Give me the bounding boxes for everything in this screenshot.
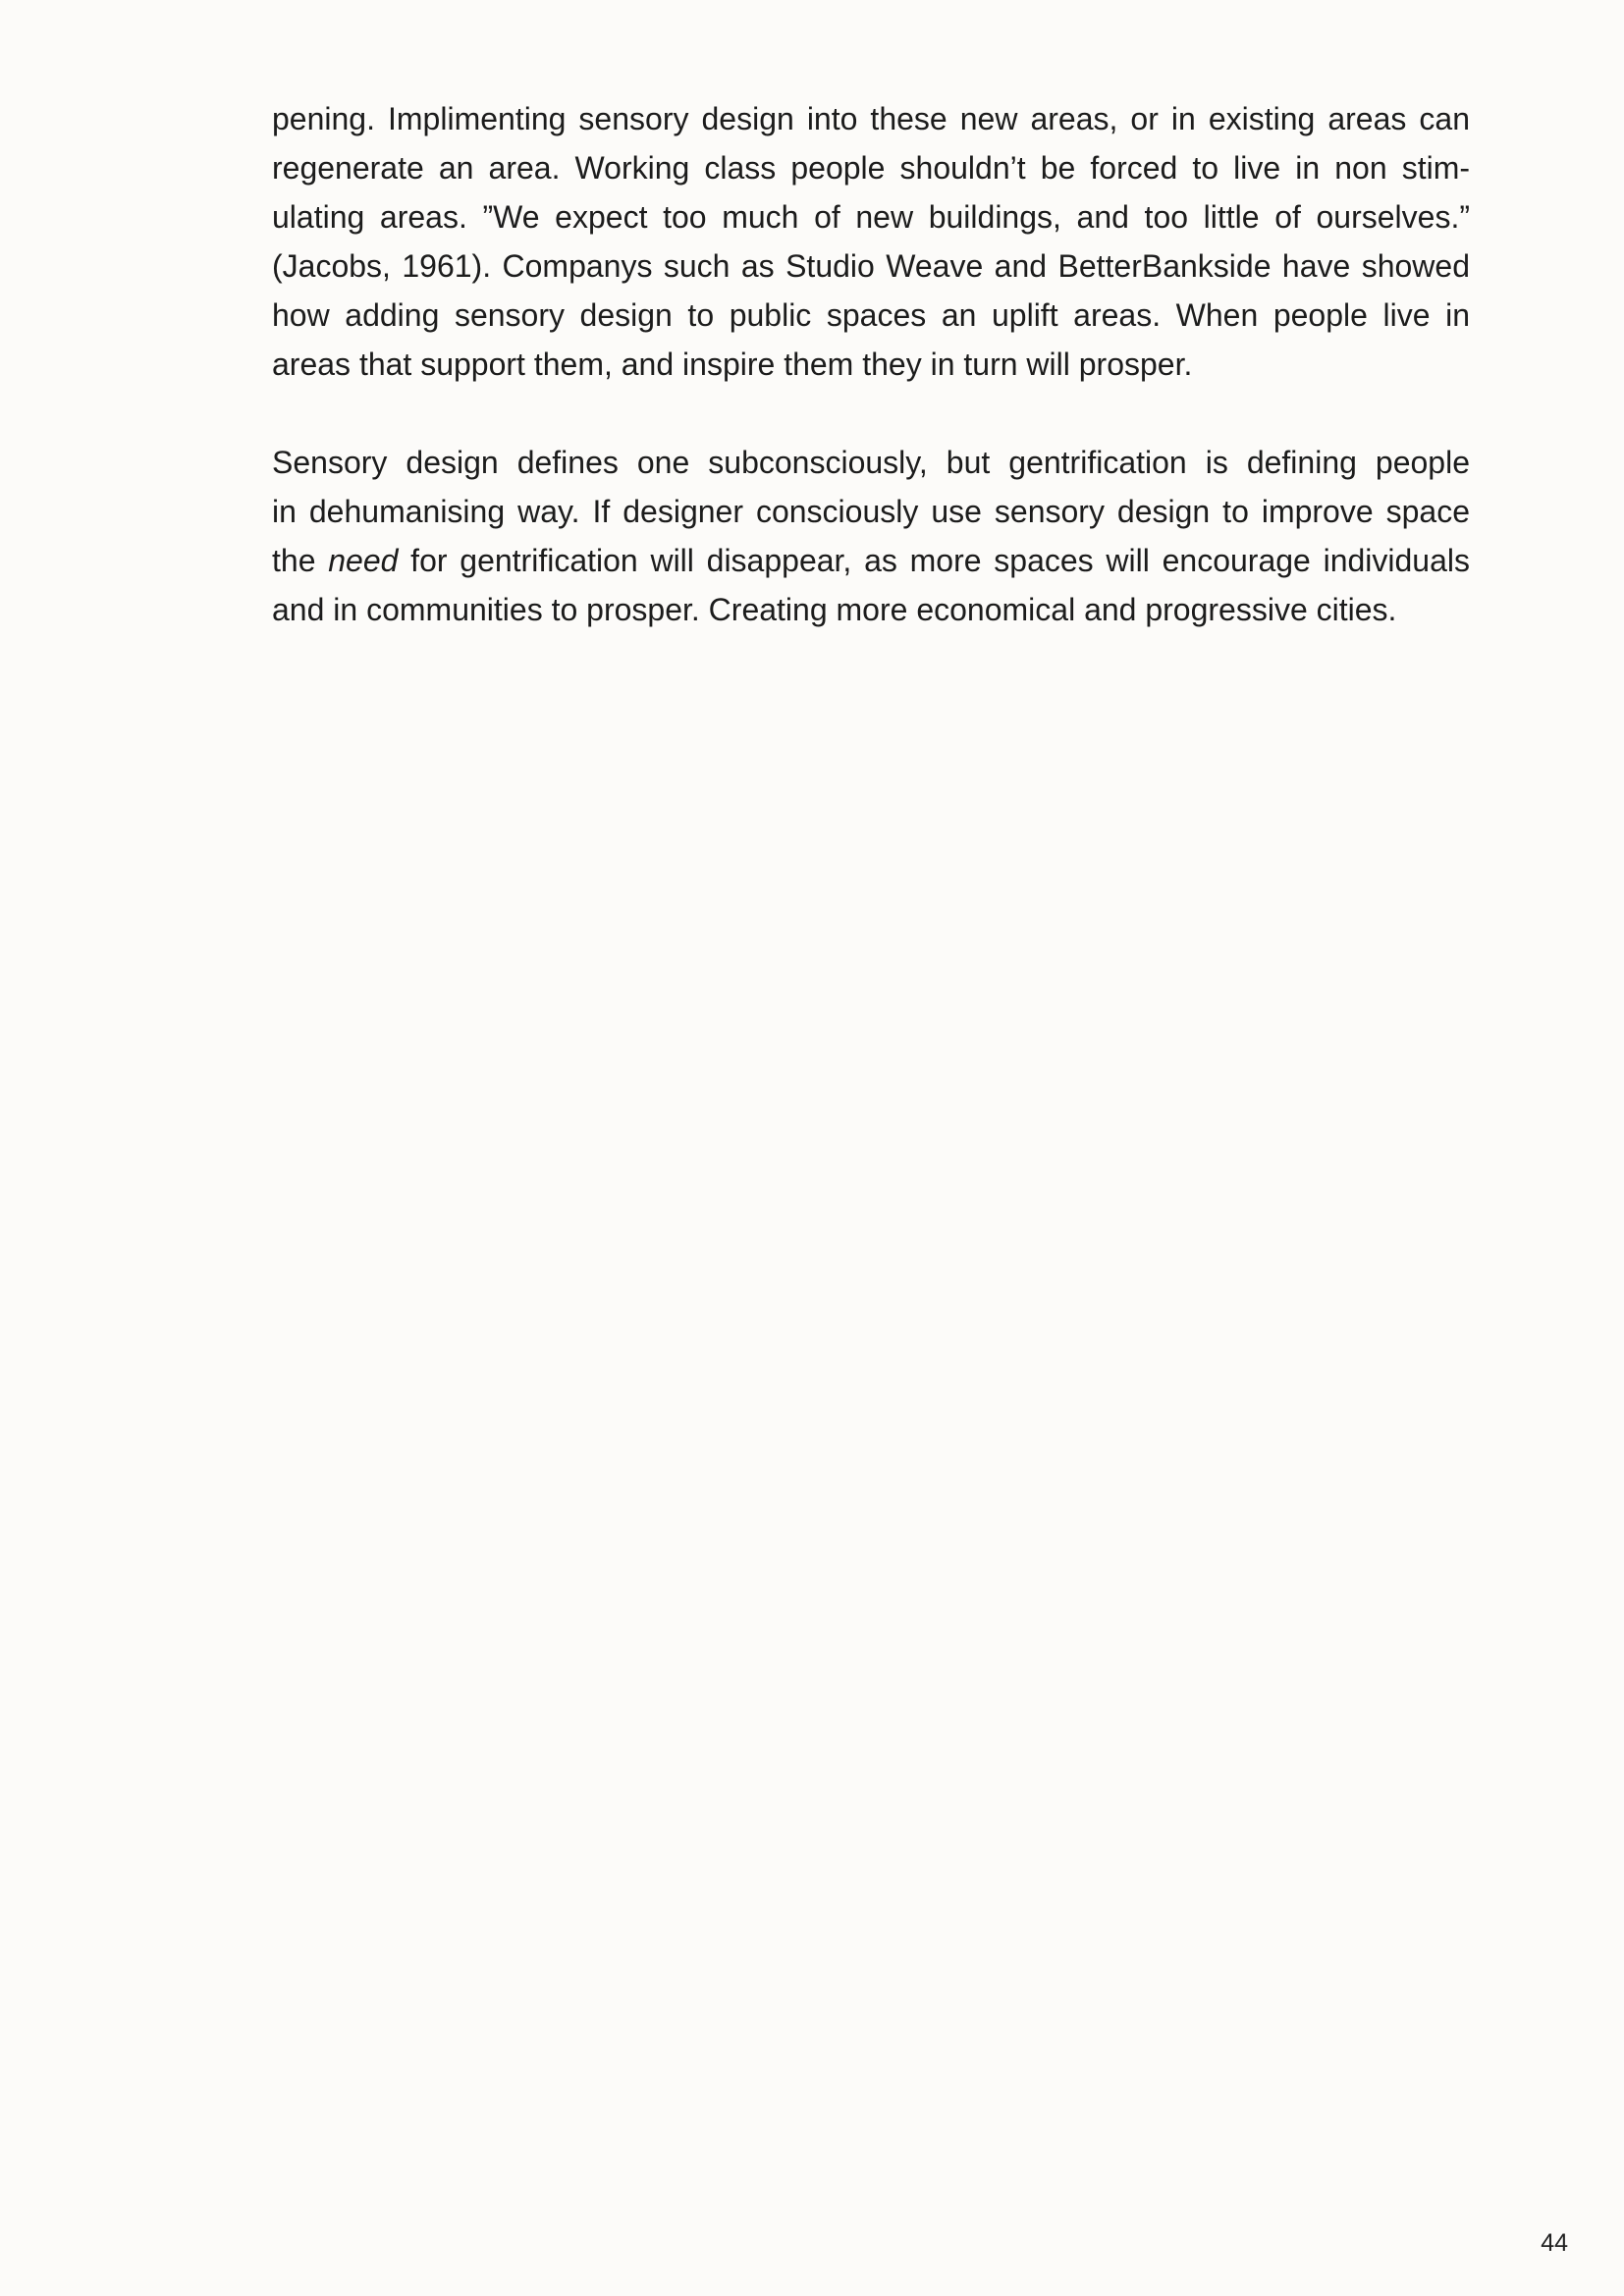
text-line: (Jacobs, 1961). Companys such as Studio Weave and BetterBankside have showed <box>272 248 1470 284</box>
text-segment: for gentrification will disappear, as more spaces will encourage individuals <box>398 543 1470 578</box>
text-line: regenerate an area. Working class people shouldn’t be forced to live in non stim- <box>272 150 1470 186</box>
body-text <box>272 94 1470 634</box>
text-line: how adding sensory design to public spaces an uplift areas. When people live in <box>272 297 1470 333</box>
text-line: areas that support them, and inspire them they in turn will prosper. <box>272 347 1193 382</box>
paragraph-1 <box>272 94 1470 389</box>
emphasis-text: need <box>328 543 399 578</box>
text-segment: the <box>272 543 329 578</box>
text-line: and in communities to prosper. Creating more economical and progressive cities. <box>272 592 1397 627</box>
text-line: Sensory design defines one subconsciously, but gentrification is defining people <box>272 445 1470 480</box>
paragraph-2 <box>272 438 1470 634</box>
text-line: in dehumanising way. If designer consciously use sensory design to improve space <box>272 494 1470 529</box>
page-number: 44 <box>1541 2229 1568 2257</box>
text-line <box>272 536 1470 585</box>
text-line: pening. Implimenting sensory design into these new areas, or in existing areas can <box>272 101 1470 136</box>
text-line: ulating areas. ”We expect too much of new buildings, and too little of ourselves.” <box>272 199 1470 235</box>
